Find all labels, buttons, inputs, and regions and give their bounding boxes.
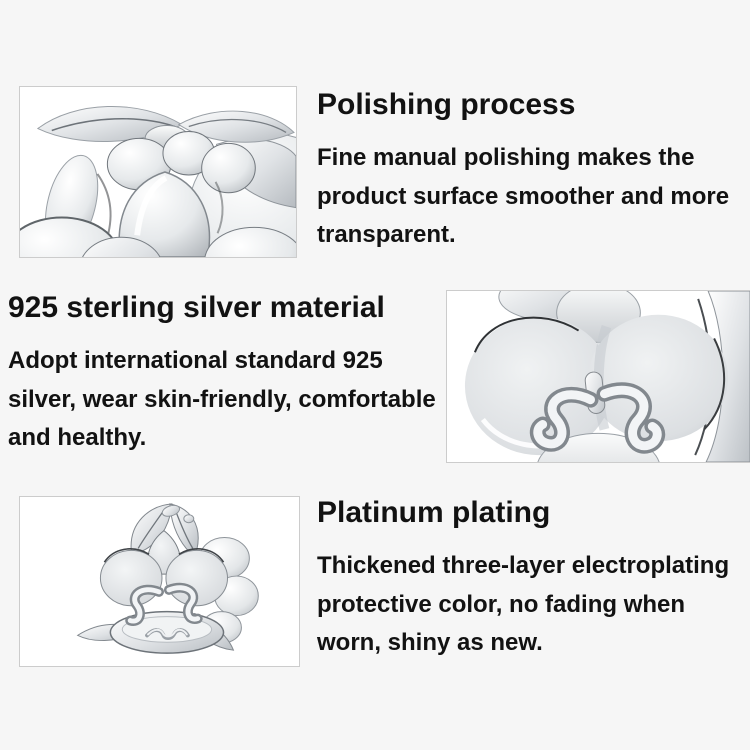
polishing-process-section xyxy=(317,87,729,255)
material-body xyxy=(8,342,436,458)
polishing-body-line: product surface smoother and more xyxy=(317,182,730,210)
charm-bead-illustration xyxy=(20,497,299,666)
material-section xyxy=(8,290,436,458)
polishing-body xyxy=(317,139,729,255)
polishing-process-photo xyxy=(19,86,297,258)
platinum-plating-photo xyxy=(19,496,300,667)
plating-body-line: protective color, no fading when xyxy=(317,590,686,618)
plating-body-line: worn, shiny as new. xyxy=(317,629,543,656)
material-body-line: and healthy. xyxy=(8,424,147,451)
orchid-closeup-illustration xyxy=(447,291,750,462)
material-body-line: silver, wear skin-friendly, comfortable xyxy=(8,385,436,413)
polishing-body-line: transparent. xyxy=(317,221,456,248)
polishing-body-line: Fine manual polishing makes the xyxy=(317,144,695,171)
material-body-line: Adopt international standard 925 xyxy=(8,347,383,374)
plating-body-line: Thickened three-layer electroplating xyxy=(317,552,730,579)
polished-silver-macro-illustration xyxy=(20,87,296,257)
material-heading: 925 sterling silver material xyxy=(8,291,385,324)
plating-body xyxy=(317,547,729,663)
polishing-heading: Polishing process xyxy=(317,88,576,121)
sterling-silver-photo xyxy=(446,290,750,463)
plating-heading: Platinum plating xyxy=(317,496,551,529)
platinum-plating-section xyxy=(317,495,729,663)
